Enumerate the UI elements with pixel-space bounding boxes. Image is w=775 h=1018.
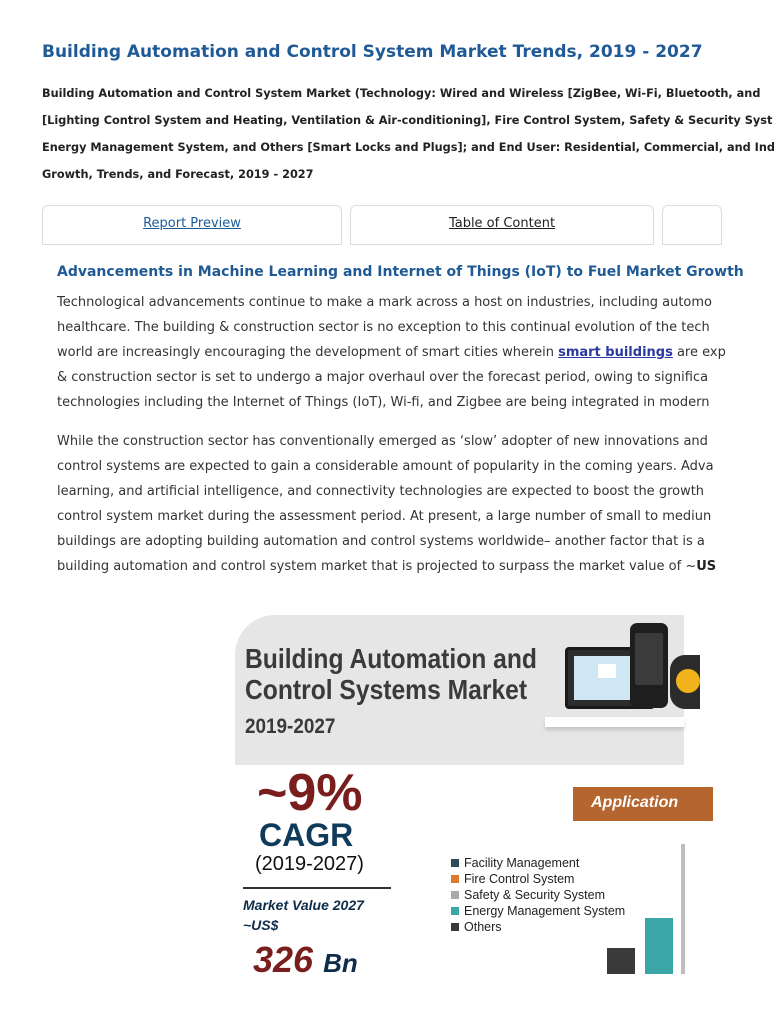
subtitle-line: Building Automation and Control System Market (Technology: Wired and Wireless [ZigBee, Wi-Fi, Bluetooth, and <box>42 87 761 100</box>
bar-energy-management <box>645 918 673 974</box>
market-value-currency: ~US$ <box>243 917 279 933</box>
text-line: buildings are adopting building automation and control systems worldwide– another factor that is a <box>57 534 705 549</box>
paragraph-1 <box>57 290 726 415</box>
application-label: Application <box>591 794 679 811</box>
subtitle-line: Growth, Trends, and Forecast, 2019 - 2027 <box>42 168 314 181</box>
smart-buildings-link[interactable]: smart buildings <box>558 345 673 360</box>
legend-label: Energy Management System <box>464 904 626 918</box>
text-line: Technological advancements continue to make a mark across a host on industries, including automo <box>57 295 713 310</box>
segment-legend <box>451 855 625 935</box>
text-line <box>57 554 717 579</box>
bar-facility-management <box>681 844 685 974</box>
text-line: learning, and artificial intelligence, and connectivity technologies are expected to boost the growth <box>57 484 705 499</box>
legend-item <box>451 887 625 903</box>
cagr-period: (2019-2027) <box>255 853 364 875</box>
legend-label: Facility Management <box>464 856 580 870</box>
subtitle-line: [Lighting Control System and Heating, Ventilation & Air-conditioning], Fire Control System, Safety & Security Syst <box>42 114 773 127</box>
section-heading: Advancements in Machine Learning and Internet of Things (IoT) to Fuel Market Growth <box>57 264 744 280</box>
bar-others <box>607 948 635 974</box>
cagr-value: ~9% <box>257 764 363 822</box>
text-line: & construction sector is set to undergo a major overhaul over the forecast period, owing to significa <box>57 370 709 385</box>
market-value-number: 326 <box>253 939 314 980</box>
shelf <box>545 717 684 727</box>
legend-label: Others <box>464 920 502 934</box>
divider <box>243 887 391 889</box>
text-fragment: building automation and control system market that is projected to surpass the market value of ~ <box>57 559 697 574</box>
house-icon <box>598 664 616 678</box>
market-value-unit: Bn <box>323 948 358 978</box>
cagr-label: CAGR <box>259 817 354 853</box>
text-fragment: are exp <box>672 345 726 360</box>
legend-item <box>451 855 625 871</box>
application-banner <box>573 787 713 821</box>
article-content <box>57 260 744 579</box>
infographic-title-line: Control Systems Market <box>245 674 528 705</box>
legend-label: Safety & Security System <box>464 888 606 902</box>
legend-swatch <box>451 907 459 915</box>
tab-more[interactable] <box>662 205 722 245</box>
text-line: While the construction sector has conventionally emerged as ‘slow’ adopter of new innovations and <box>57 434 708 449</box>
infographic-years: 2019-2027 <box>245 715 336 738</box>
text-line <box>57 340 726 365</box>
subtitle-line: Energy Management System, and Others [Smart Locks and Plugs]; and End User: Residential, Commercial, and Ind <box>42 141 775 154</box>
tab-report-preview[interactable] <box>42 205 342 245</box>
text-fragment: world are increasingly encouraging the development of smart cities wherein <box>57 345 559 360</box>
legend-item <box>451 871 625 887</box>
text-line: control systems are expected to gain a considerable amount of popularity in the coming years. Adva <box>57 459 714 474</box>
market-value <box>253 940 358 983</box>
legend-swatch <box>451 875 459 883</box>
thermostat-illustration <box>670 655 700 709</box>
paragraph-2 <box>57 429 717 579</box>
tab-label: Table of Content <box>448 216 556 231</box>
text-line: healthcare. The building & construction sector is no exception to this continual evolution of the tech <box>57 320 710 335</box>
text-line: control system market during the assessment period. At present, a large number of small to mediun <box>57 509 712 524</box>
infographic-title-line: Building Automation and <box>245 643 537 674</box>
legend-item <box>451 919 625 935</box>
legend-label: Fire Control System <box>464 872 575 886</box>
phone-illustration <box>630 623 668 708</box>
report-subtitle <box>42 80 775 188</box>
market-infographic <box>235 615 684 980</box>
legend-item <box>451 903 625 919</box>
legend-swatch <box>451 859 459 867</box>
market-value-label: Market Value 2027 <box>243 897 364 913</box>
infographic-title <box>245 643 537 705</box>
tab-label: Report Preview <box>143 216 241 231</box>
legend-swatch <box>451 891 459 899</box>
page-title: Building Automation and Control System Market Trends, 2019 - 2027 <box>42 42 703 62</box>
text-line: technologies including the Internet of Things (IoT), Wi-fi, and Zigbee are being integrated in modern <box>57 395 710 410</box>
tab-table-of-content[interactable] <box>350 205 654 245</box>
text-fragment-strong: US <box>696 559 717 574</box>
legend-swatch <box>451 923 459 931</box>
report-tabs <box>42 205 684 241</box>
